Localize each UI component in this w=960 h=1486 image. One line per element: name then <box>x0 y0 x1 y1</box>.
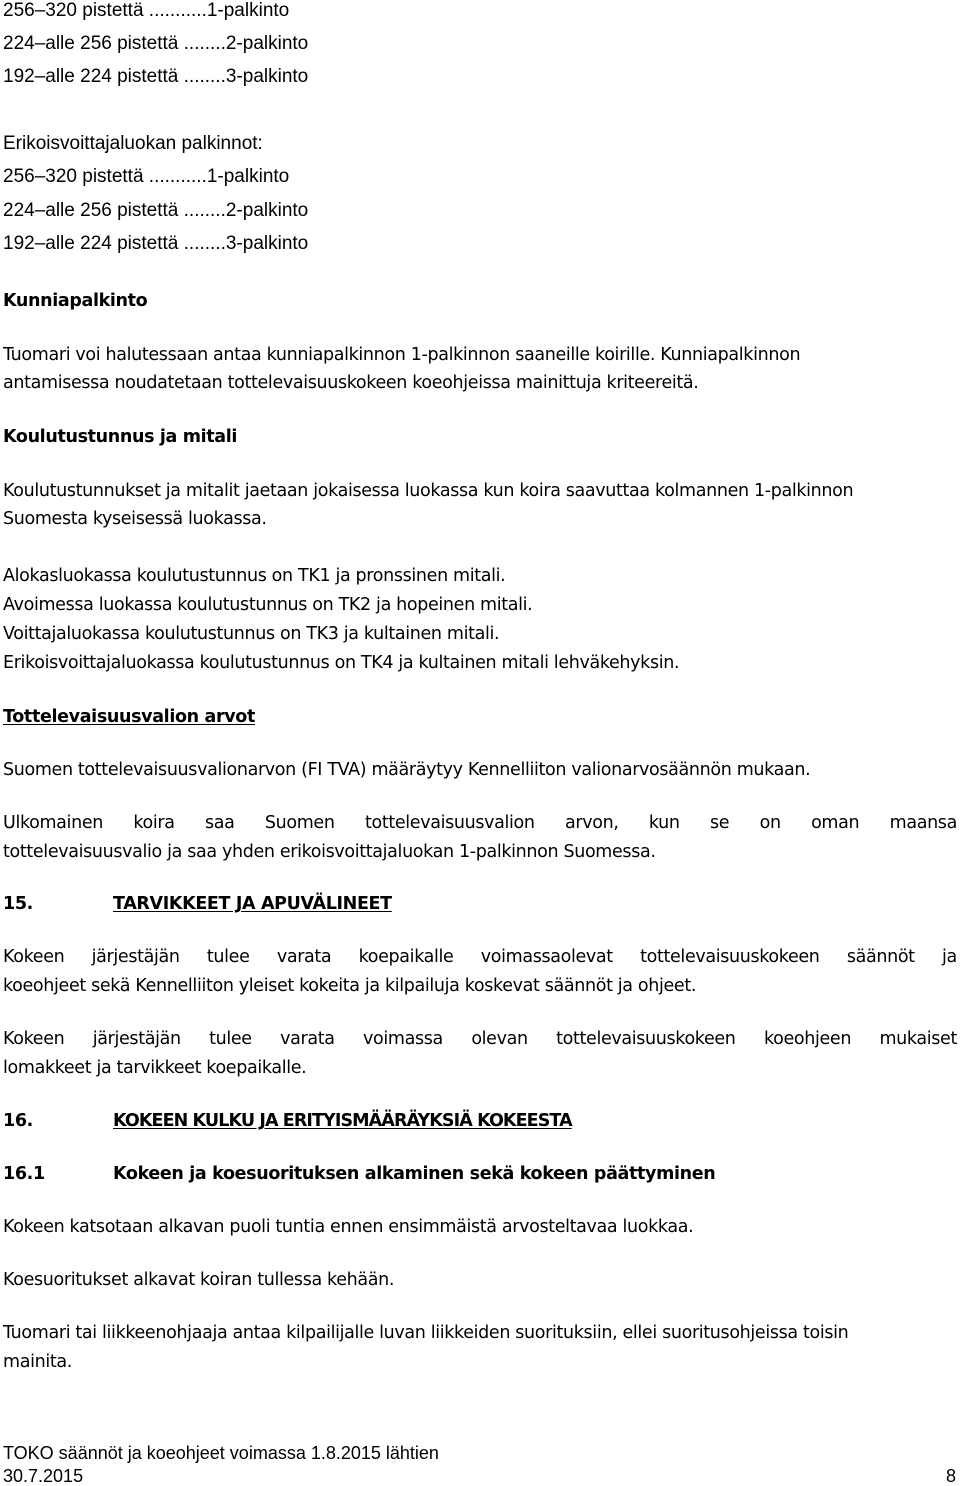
section-heading: Kunniapalkinto <box>3 291 148 311</box>
paragraph-line: Koulutustunnukset ja mitalit jaetaan jokaisessa luokassa kun koira saavuttaa kolmannen 1-palkinnon <box>3 481 854 501</box>
list-item: Avoimessa luokassa koulutustunnus on TK2 ja hopeinen mitali. <box>3 595 533 615</box>
paragraph-line: koeohjeet sekä Kennelliiton yleiset kokeita ja kilpailuja koskevat säännöt ja ohjeet. <box>3 976 697 996</box>
word: voimassa <box>363 1029 443 1049</box>
paragraph-line: Koesuoritukset alkavat koiran tullessa kehään. <box>3 1270 395 1290</box>
word: koeohjeen <box>763 1029 852 1049</box>
word: olevan <box>471 1029 528 1049</box>
list-item: Alokasluokassa koulutustunnus on TK1 ja pronssinen mitali. <box>3 566 506 586</box>
paragraph-line: Suomesta kyseisessä luokassa. <box>3 509 267 529</box>
section-heading: Tottelevaisuusvalion arvot <box>3 707 255 727</box>
word: varata <box>280 1029 335 1049</box>
prize-line: 192–alle 224 pistettä ........3-palkinto <box>3 233 309 254</box>
word: kun <box>648 813 680 833</box>
footer-title: TOKO säännöt ja koeohjeet voimassa 1.8.2015 lähtien <box>3 1443 439 1463</box>
word: säännöt <box>846 947 915 967</box>
paragraph-line: Suomen tottelevaisuusvalionarvon (FI TVA) määräytyy Kennelliiton valionarvosäännön mukaan. <box>3 760 811 780</box>
section-16-1-heading <box>3 1163 715 1185</box>
word: maansa <box>889 813 957 833</box>
word: tottelevaisuuskokeen <box>640 947 820 967</box>
word: järjestäjän <box>92 1029 181 1049</box>
word: tottelevaisuusvalion <box>364 813 535 833</box>
section-title: Kokeen ja koesuorituksen alkaminen sekä kokeen päättyminen <box>113 1164 716 1184</box>
justified-line <box>3 812 957 834</box>
section-16-heading <box>3 1110 572 1132</box>
list-item: Erikoisvoittajaluokassa koulutustunnus on TK4 ja kultainen mitali lehväkehyksin. <box>3 653 680 673</box>
paragraph-line: lomakkeet ja tarvikkeet koepaikalle. <box>3 1058 307 1078</box>
prize-line: 256–320 pistettä ...........1-palkinto <box>3 166 290 187</box>
word: saa <box>204 813 235 833</box>
list-item: Voittajaluokassa koulutustunnus on TK3 ja kultainen mitali. <box>3 624 500 644</box>
prize-line: 224–alle 256 pistettä ........2-palkinto <box>3 33 309 54</box>
section-15-heading <box>3 893 392 915</box>
word: Ulkomainen <box>3 813 103 833</box>
word: järjestäjän <box>91 947 180 967</box>
justified-line <box>3 946 957 968</box>
word: se <box>710 813 730 833</box>
paragraph-line: Tuomari voi halutessaan antaa kunniapalkinnon 1-palkinnon saaneille koirille. Kunniapalkinnon <box>3 345 801 365</box>
word: on <box>759 813 781 833</box>
word: Kokeen <box>3 1029 65 1049</box>
prize-line: 256–320 pistettä ...........1-palkinto <box>3 0 290 21</box>
word: tulee <box>206 947 250 967</box>
word: ja <box>942 947 957 967</box>
section-title: TARVIKKEET JA APUVÄLINEET <box>113 894 392 914</box>
special-class-title: Erikoisvoittajaluokan palkinnot: <box>3 133 263 154</box>
prize-line: 224–alle 256 pistettä ........2-palkinto <box>3 200 309 221</box>
prize-line: 192–alle 224 pistettä ........3-palkinto <box>3 66 309 87</box>
section-heading: Koulutustunnus ja mitali <box>3 427 238 447</box>
word: Kokeen <box>3 947 65 967</box>
section-number: 15. <box>3 894 33 914</box>
word: varata <box>276 947 332 967</box>
paragraph-line: mainita. <box>3 1352 72 1372</box>
section-title: KOKEEN KULKU JA ERITYISMÄÄRÄYKSIÄ KOKEESTA <box>113 1111 572 1131</box>
paragraph-line: antamisessa noudatetaan tottelevaisuuskokeen koeohjeissa mainittuja kriteereitä. <box>3 373 699 393</box>
justified-line <box>3 1028 957 1050</box>
word: koira <box>133 813 175 833</box>
word: oman <box>811 813 860 833</box>
word: voimassaolevat <box>480 947 613 967</box>
word: tulee <box>209 1029 252 1049</box>
word: koepaikalle <box>358 947 454 967</box>
section-number: 16.1 <box>3 1164 45 1184</box>
footer-date: 30.7.2015 <box>3 1466 84 1486</box>
word: Suomen <box>264 813 335 833</box>
paragraph-line: Kokeen katsotaan alkavan puoli tuntia ennen ensimmäistä arvosteltavaa luokkaa. <box>3 1217 694 1237</box>
paragraph-line: tottelevaisuusvalio ja saa yhden erikoisvoittajaluokan 1-palkinnon Suomessa. <box>3 842 656 862</box>
word: arvon, <box>565 813 619 833</box>
section-number: 16. <box>3 1111 33 1131</box>
word: tottelevaisuuskokeen <box>556 1029 736 1049</box>
page-number: 8 <box>945 1466 956 1486</box>
word: mukaiset <box>879 1029 957 1049</box>
paragraph-line: Tuomari tai liikkeenohjaaja antaa kilpailijalle luvan liikkeiden suorituksiin, ellei suoritusohjeissa toisin <box>3 1323 849 1343</box>
